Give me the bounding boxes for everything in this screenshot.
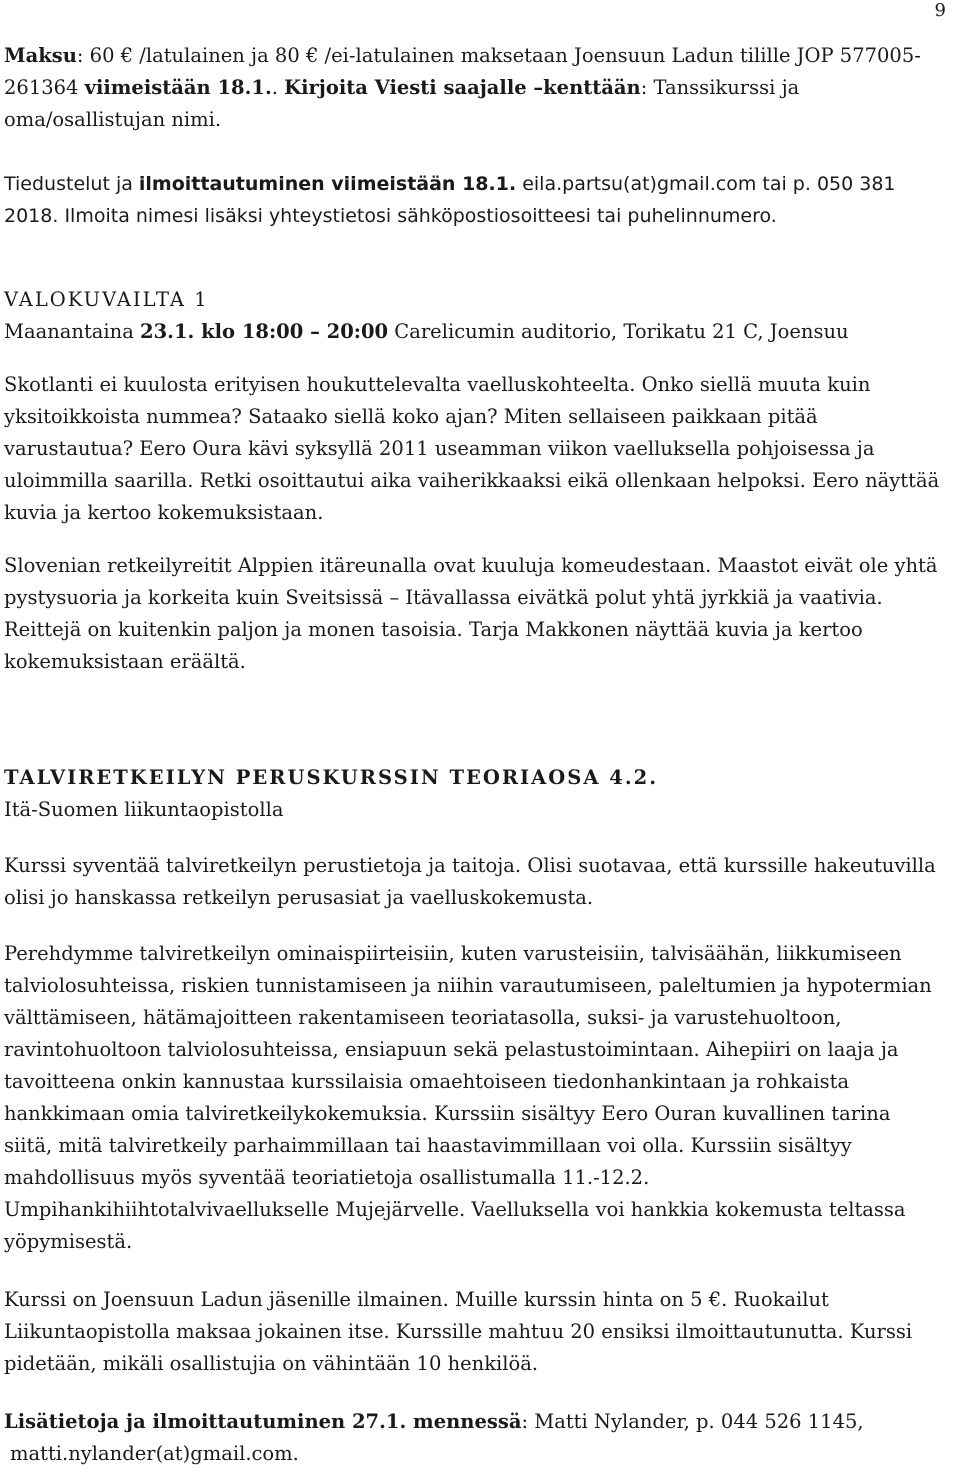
event-time: 23.1. klo 18:00 – 20:00 — [140, 320, 389, 343]
section-title-valokuvailta: VALOKUVAILTA 1 — [4, 288, 209, 311]
contact-email: matti.nylander(at)gmail.com. — [10, 1442, 299, 1465]
info-contact: : Matti Nylander, p. 044 526 1145, — [521, 1410, 864, 1433]
talviretkeily-paragraph-2: Perehdymme talviretkeilyn ominaispiirteisiin, kuten varusteisiin, talvisäähän, liikkumiseen talviolosuhteissa, riskien tunnistamiseen ja niihin varautumiseen, paleltumien ja hypotermian välttämiseen, hätämajoitteen rakentamiseen teoriatasolla, suksi- ja varustehuoltoon, ravintohuoltoon talviolosuhteissa, ensiapuun sekä pelastustoimintaan. Aihepiiri on laaja ja tavoitteena onkin kannustaa kurssilaisia omaehtoiseen tiedonhankintaan ja rohkaista hankkimaan omia talviretkeilykokemuksia. Kurssiin sisältyy Eero Ouran kuvallinen tarina siitä, mitä talviretkeily parhaimmillaan tai haastavimmillaan voi olla. Kurssiin sisältyy mahdollisuus myös syventää teoriatietoja osallistumalla 11.-12.2. Umpihankihiihtotalvivaellukselle Mujejärvelle. Vaelluksella voi hankkia kokemusta teltassa yöpymisestä. — [4, 942, 932, 1253]
section-subtitle: Itä-Suomen liikuntaopistolla — [4, 798, 284, 821]
inquiry-paragraph: Tiedustelut ja ilmoittautuminen viimeistään 18.1. eila.partsu(at)gmail.com tai p. 050 381 2018. Ilmoita nimesi lisäksi yhteystietosi sähköpostiosoitteesi tai puhelinnumero. — [4, 173, 896, 227]
payment-instruction: Kirjoita Viesti saajalle –kenttään — [284, 76, 641, 99]
info-label: Lisätietoja ja ilmoittautuminen 27.1. mennessä — [4, 1410, 522, 1433]
document-body — [4, 40, 940, 1470]
info-paragraph — [4, 1406, 940, 1438]
valokuvailta-paragraph-1: Skotlanti ei kuulosta erityisen houkuttelevalta vaelluskohteelta. Onko siellä muuta kuin yksitoikkoista nummea? Sataako siellä koko ajan? Miten sellaiseen paikkaan pitää varustautua? Eero Oura kävi syksyllä 2011 useamman viikon vaelluksella pohjoisessa ja uloimmilla saarilla. Retki osoittautui aika vaiherikkaaksi eikä ollenkaan helpoksi. Eero näyttää kuvia ja kertoo kokemuksistaan. — [4, 373, 940, 524]
payment-paragraph: Maksu: 60 € /latulainen ja 80 € /ei-latulainen maksetaan Joensuun Ladun tilille JOP 577005-261364 viimeistään 18.1.. Kirjoita Viesti saajalle –kenttään: Tanssikurssi ja oma/osallistujan nimi. — [4, 44, 921, 131]
section-title-talviretkeily: TALVIRETKEILYN PERUSKURSSIN TEORIAOSA 4.2. — [4, 766, 659, 789]
registration-deadline: ilmoittautuminen viimeistään 18.1. — [138, 173, 517, 195]
event-place: Carelicumin auditorio, Torikatu 21 C, Joensuu — [388, 320, 849, 343]
page-number: 9 — [934, 0, 946, 21]
contact-info: eila.partsu(at)gmail.com tai p. 050 381 2018. — [4, 173, 896, 227]
payment-deadline: viimeistään 18.1. — [84, 76, 272, 99]
talviretkeily-paragraph-1: Kurssi syventää talviretkeilyn perustietoja ja taitoja. Olisi suotavaa, että kurssille hakeutuvilla olisi jo hanskassa retkeilyn perusasiat ja vaelluskokemusta. — [4, 854, 936, 909]
valokuvailta-paragraph-2: Slovenian retkeilyreitit Alppien itäreunalla ovat kuuluja komeudestaan. Maastot eivät ole yhtä pystysuoria ja korkeita kuin Sveitsissä – Itävallassa eivätkä polut yhtä jyrkkiä ja vaativia. Reittejä on kuitenkin paljon ja monen tasoisia. Tarja Makkonen näyttää kuvia ja kertoo kokemuksistaan eräältä. — [4, 554, 938, 673]
talviretkeily-paragraph-3: Kurssi on Joensuun Ladun jäsenille ilmainen. Muille kurssin hinta on 5 €. Ruokailut Liikuntaopistolla maksaa jokainen itse. Kurssille mahtuu 20 ensiksi ilmoittautunutta. Kurssi pidetään, mikäli osallistujia on vähintään 10 henkilöä. — [4, 1288, 913, 1375]
payment-label: Maksu — [4, 44, 77, 67]
payment-text: : 60 € /latulainen ja 80 € /ei-latulainen maksetaan Joensuun Ladun tilille JOP 577005-261364 — [4, 44, 921, 99]
event-datetime: Maanantaina 23.1. klo 18:00 – 20:00 Carelicumin auditorio, Torikatu 21 C, Joensuu — [4, 320, 849, 343]
